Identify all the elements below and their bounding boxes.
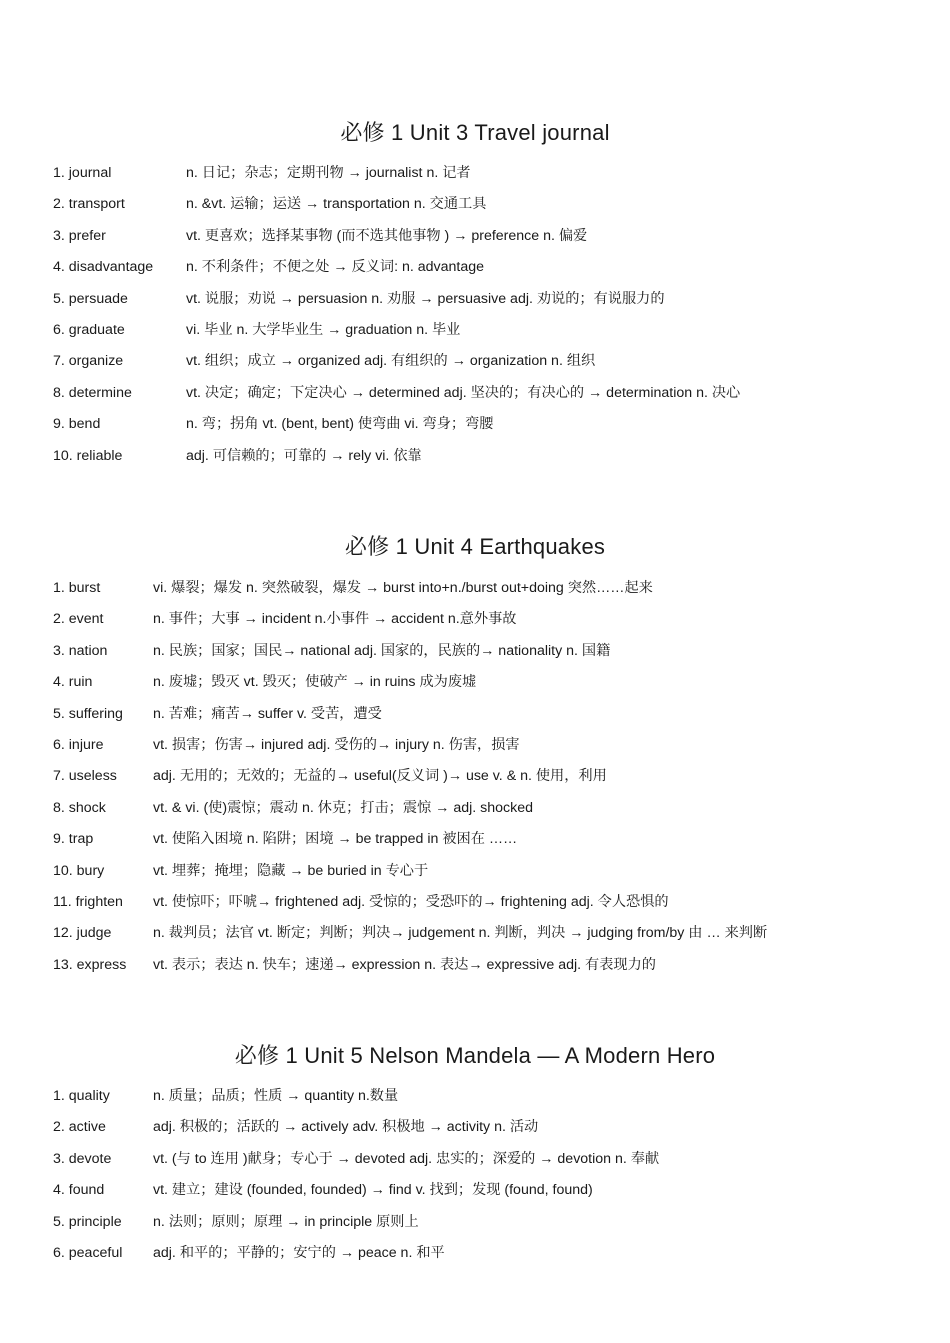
unit-title: 必修 1 Unit 5 Nelson Mandela — A Modern Hero (234, 1043, 716, 1068)
vocab-word: 5. suffering (53, 705, 123, 722)
vocab-entry (0, 950, 950, 981)
unit-title: 必修 1 Unit 3 Travel journal (340, 120, 610, 145)
vocab-word: 13. express (53, 956, 127, 973)
vocab-entry (0, 1207, 950, 1238)
vocab-definition: n. 苦难；痛苦→ suffer v. 受苦，遭受 (153, 705, 382, 722)
vocab-definition: n. 日记；杂志；定期刊物 → journalist n. 记者 (186, 165, 471, 181)
vocab-word: 2. active (53, 1119, 106, 1136)
vocab-entry (0, 1175, 950, 1206)
vocab-entry (0, 252, 950, 283)
vocab-definition: n. 弯；拐角 vt. (bent, bent) 使弯曲 vi. 弯身；弯腰 (186, 416, 494, 433)
vocab-definition: vt. & vi. (使)震惊；震动 n. 休克；打击；震惊 → adj. shocked (153, 799, 533, 816)
vocab-entry (0, 667, 950, 698)
vocab-entry (0, 699, 950, 730)
vocab-definition: vt. 使惊吓；吓唬→ frightened adj. 受惊的；受恐吓的→ frightening adj. 令人恐惧的 (153, 893, 669, 910)
vocab-entry (0, 409, 950, 440)
vocab-entry (0, 1081, 950, 1112)
vocab-word: 2. transport (53, 196, 125, 213)
vocab-word: 5. principle (53, 1213, 122, 1230)
vocab-definition: n. 民族；国家；国民→ national adj. 国家的，民族的→ nationality n. 国籍 (153, 642, 611, 659)
vocab-word: 8. determine (53, 384, 132, 401)
vocab-word: 10. bury (53, 862, 105, 879)
vocab-word: 4. disadvantage (53, 259, 154, 276)
vocab-word: 7. organize (53, 353, 124, 370)
vocab-definition: vt. 更喜欢；选择某事物 (而不选其他事物 ) → preference n. 偏爱 (186, 227, 588, 244)
vocab-definition: vt. 埋葬；掩埋；隐藏 → be buried in 专心于 (153, 862, 429, 879)
vocab-word: 2. event (53, 611, 104, 628)
vocab-definition: n. &vt. 运输；运送 → transportation n. 交通工具 (186, 196, 487, 213)
vocab-entry (0, 1238, 950, 1269)
vocab-word: 1. journal (53, 165, 112, 181)
unit-title: 必修 1 Unit 4 Earthquakes (344, 534, 606, 559)
vocab-definition: n. 裁判员；法官 vt. 断定；判断；判决→ judgement n. 判断，判决 → judging from/by 由 … 来判断 (153, 925, 768, 942)
vocab-word: 1. quality (53, 1088, 110, 1104)
vocab-definition: n. 法则；原则；原理 → in principle 原则上 (153, 1213, 419, 1230)
vocab-list (0, 158, 950, 472)
vocab-word: 3. nation (53, 642, 108, 659)
vocab-definition: n. 事件；大事 → incident n.小事件 → accident n.意外事故 (153, 611, 517, 628)
vocab-definition: n. 废墟；毁灭 vt. 毁灭；使破产 → in ruins 成为废墟 (153, 674, 477, 691)
vocab-word: 9. bend (53, 416, 101, 433)
vocab-entry (0, 441, 950, 472)
vocab-word: 6. injure (53, 736, 104, 753)
vocab-definition: vt. 决定；确定；下定决心 → determined adj. 坚决的；有决心的 → determination n. 决心 (186, 384, 741, 401)
vocab-definition: vt. 说服；劝说 → persuasion n. 劝服 → persuasive adj. 劝说的；有说服力的 (186, 290, 665, 307)
vocab-entry (0, 824, 950, 855)
vocab-list (0, 1081, 950, 1269)
vocab-word: 3. devote (53, 1150, 112, 1167)
vocab-word: 4. ruin (53, 674, 93, 691)
vocab-definition: n. 不利条件；不便之处 → 反义词: n. advantage (186, 259, 485, 276)
vocab-definition: adj. 和平的；平静的；安宁的 → peace n. 和平 (153, 1244, 445, 1261)
vocab-definition: vt. 损害；伤害→ injured adj. 受伤的→ injury n. 伤害，损害 (153, 736, 520, 753)
vocab-word: 10. reliable (53, 447, 123, 464)
vocab-entry (0, 793, 950, 824)
vocab-entry (0, 573, 950, 604)
vocab-definition: vi. 毕业 n. 大学毕业生 → graduation n. 毕业 (186, 321, 461, 338)
vocab-word: 7. useless (53, 768, 117, 785)
vocab-entry (0, 1112, 950, 1143)
vocab-entry (0, 346, 950, 377)
unit-4-section (0, 530, 950, 981)
vocab-entry (0, 761, 950, 792)
vocab-entry (0, 887, 950, 918)
vocab-entry (0, 315, 950, 346)
vocab-entry (0, 1144, 950, 1175)
vocab-definition: vi. 爆裂；爆发 n. 突然破裂，爆发 → burst into+n./burst out+doing 突然……起来 (153, 580, 653, 596)
vocab-entry (0, 221, 950, 252)
vocab-definition: vt. 建立；建设 (founded, founded) → find v. 找到；发现 (found, found) (153, 1182, 593, 1199)
vocab-entry (0, 378, 950, 409)
vocab-definition: vt. 组织；成立 → organized adj. 有组织的 → organization n. 组织 (186, 353, 596, 370)
vocab-entry (0, 856, 950, 887)
vocab-word: 8. shock (53, 799, 106, 816)
vocab-entry (0, 158, 950, 189)
vocab-entry (0, 189, 950, 220)
vocab-word: 6. peaceful (53, 1244, 123, 1261)
vocab-definition: vt. 使陷入困境 n. 陷阱；困境 → be trapped in 被困在 …… (153, 831, 518, 848)
vocab-definition: vt. 表示；表达 n. 快车；速递→ expression n. 表达→ expressive adj. 有表现力的 (153, 956, 656, 973)
vocab-entry (0, 730, 950, 761)
vocab-entry (0, 284, 950, 315)
vocab-definition: adj. 可信赖的；可靠的 → rely vi. 依靠 (186, 447, 422, 464)
unit-5-section (0, 1039, 950, 1269)
vocab-entry (0, 604, 950, 635)
unit-3-section (0, 116, 950, 472)
vocab-word: 11. frighten (53, 893, 123, 910)
vocab-word: 3. prefer (53, 227, 106, 244)
vocab-definition: adj. 无用的；无效的；无益的→ useful(反义词 )→ use v. & n. 使用，利用 (153, 768, 607, 785)
vocab-word: 12. judge (53, 925, 112, 942)
vocab-word: 5. persuade (53, 290, 128, 307)
vocab-entry (0, 918, 950, 949)
vocab-word: 9. trap (53, 831, 94, 848)
vocab-entry (0, 636, 950, 667)
vocab-word: 1. burst (53, 580, 101, 596)
vocab-word: 4. found (53, 1182, 105, 1199)
vocab-word: 6. graduate (53, 321, 125, 338)
vocab-definition: adj. 积极的；活跃的 → actively adv. 积极地 → activity n. 活动 (153, 1119, 539, 1136)
vocab-list (0, 573, 950, 981)
vocab-definition: n. 质量；品质；性质 → quantity n.数量 (153, 1088, 399, 1104)
vocab-definition: vt. (与 to 连用 )献身；专心于 → devoted adj. 忠实的；深爱的 → devotion n. 奉献 (153, 1150, 660, 1167)
